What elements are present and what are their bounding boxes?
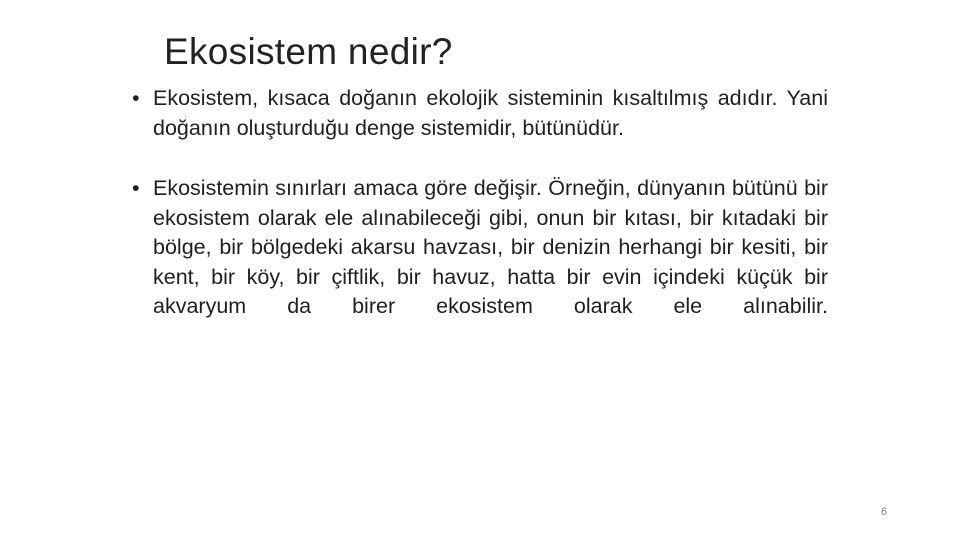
bullet-text: Ekosistem, kısaca doğanın ekolojik sisteminin kısaltılmış adıdır. Yani doğanın oluşturduğu denge sistemidir, bütünüdür.	[153, 86, 828, 140]
bullet-marker: •	[132, 176, 140, 200]
page-number: 6	[880, 506, 888, 518]
bullet-list	[132, 84, 828, 322]
bullet-item-boundaries	[132, 174, 828, 322]
slide-title: Ekosistem nedir?	[164, 31, 453, 72]
bullet-item-definition	[132, 84, 828, 143]
bullet-marker: •	[132, 86, 140, 110]
bullet-text: Ekosistemin sınırları amaca göre değişir. Örneğin, dünyanın bütünü bir ekosistem olarak ele alınabileceği gibi, onun bir kıtası, bir kıtadaki bir bölge, bir bölgedeki akarsu havzası, bir denizin herhangi bir kesiti, bir kent, bir köy, bir çiftlik, bir havuz, hatta bir evin içindeki küçük bir akvaryum da birer ekosistem olarak ele alınabilir.	[153, 176, 828, 318]
